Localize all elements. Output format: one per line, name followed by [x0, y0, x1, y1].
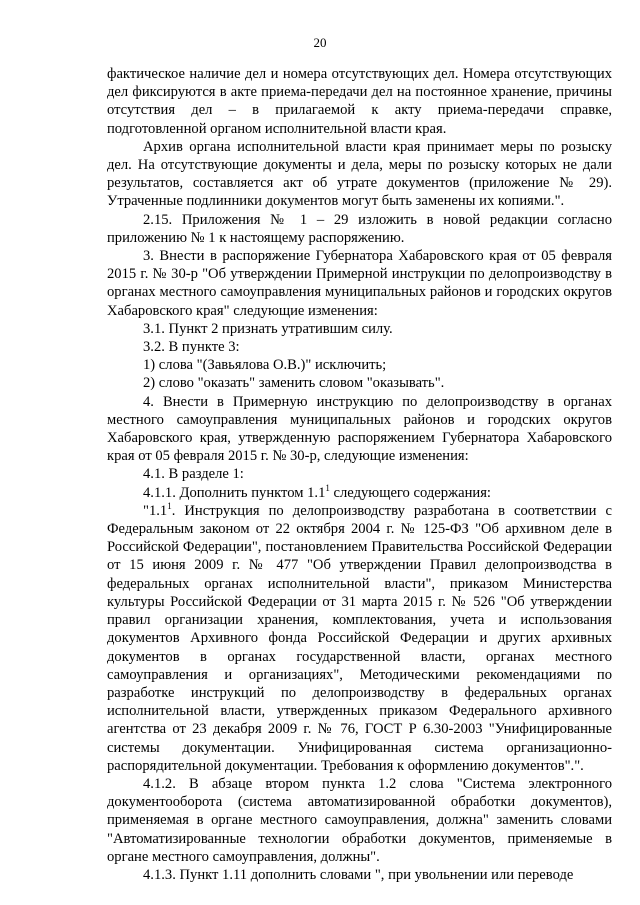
paragraph-3-1: 3.1. Пункт 2 признать утратившим силу. — [143, 320, 393, 337]
paragraph-continuation-missing-files: фактическое наличие дел и номера отсутствующих дел. Номера отсутствующих дел фиксируются в акте приема-передачи дел на постоянное хранение, причины отсутствия дел – в прилагаемой к акту приема-передачи справке, подготовленной органом исполнительной власти края. — [107, 66, 612, 137]
document-body — [107, 65, 612, 884]
paragraph-3-2: 3.2. В пункте 3: — [143, 339, 240, 356]
paragraph-3-2-item-1: 1) слова "(Завьялова О.В.)" исключить; — [143, 357, 387, 374]
paragraph-1-1-1-quote — [107, 502, 612, 775]
superscript-mark: 1 — [167, 501, 172, 512]
paragraph-2-15: 2.15. Приложения № 1 – 29 изложить в новой редакции согласно приложению № 1 к настоящему распоряжению. — [107, 211, 612, 246]
paragraph-4-1-1-text: 4.1.1. Дополнить пунктом 1.1 — [143, 484, 326, 501]
paragraph-4-1: 4.1. В разделе 1: — [143, 466, 244, 483]
page-number: 20 — [313, 35, 327, 50]
paragraph-4-1-3: 4.1.3. Пункт 1.11 дополнить словами ", при увольнении или переводе — [143, 866, 574, 883]
superscript-mark: 1 — [325, 482, 330, 493]
paragraph-3: 3. Внести в распоряжение Губернатора Хабаровского края от 05 февраля 2015 г. № 30-р "Об утверждении Примерной инструкции по делопроизводству в органах местного самоуправления муниципальных районов и городских округов Хабаровского края" следующие изменения: — [107, 248, 612, 319]
paragraph-4-1-1 — [107, 484, 612, 502]
paragraph-archive-search: Архив органа исполнительной власти края принимает меры по розыску дел. На отсутствующие документы и дела, меры по розыску которых не дали результатов, составляется акт об утрате документов (приложение № 29). Утраченные подлинники документов могут быть заменены их копиями.". — [107, 138, 612, 210]
paragraph-3-2-item-2: 2) слово "оказать" заменить словом "оказывать". — [143, 375, 445, 392]
paragraph-4-1-1-text-after: следующего содержания: — [329, 484, 491, 501]
paragraph-4: 4. Внести в Примерную инструкцию по делопроизводству в органах местного самоуправления муниципальных районов и городских округов Хабаровского края, утвержденную распоряжением Губернатора Хабаровского края от 05 февраля 2015 г. № 30-р, следующие изменения: — [107, 393, 612, 465]
paragraph-1-1-1-text: "1.1 — [143, 502, 168, 519]
paragraph-1-1-1-text-after: . Инструкция по делопроизводству разработана в соответствии с Федеральным законом от 22 октября 2004 г. № 125-ФЗ "Об архивном деле в Российской Федерации", постановлением Правительства Российской Федерации от 15 июня 2009 г. № 477 "Об утверждении Правил делопроизводства в федеральных органах исполнительной власти", приказом Министерства культуры Российской Федерации от 31 марта 2015 г. № 526 "Об утверждении правил организации хранения, комплектования, учета и использования документов Архивного фонда Российской Федерации и других архивных документов в органах государственной власти, органах местного самоуправления и организациях", Методическими рекомендациями по разработке инструкций по делопроизводству в федеральных органах исполнительной власти, утвержденных приказом Федерального архивного агентства от 23 декабря 2009 г. № 76, ГОСТ Р 6.30-2003 "Унифицированные системы документации. Унифицированная система организационно-распорядительной документации. Требования к оформлению документов".". — [107, 502, 612, 774]
paragraph-4-1-2: 4.1.2. В абзаце втором пункта 1.2 слова "Система электронного документооборота (система автоматизированной обработки документов), применяемая в органе местного самоуправления, должна" заменить словами "Автоматизированные технологии обработки документов, применяемые в органе местного самоуправления, должны". — [107, 775, 612, 865]
